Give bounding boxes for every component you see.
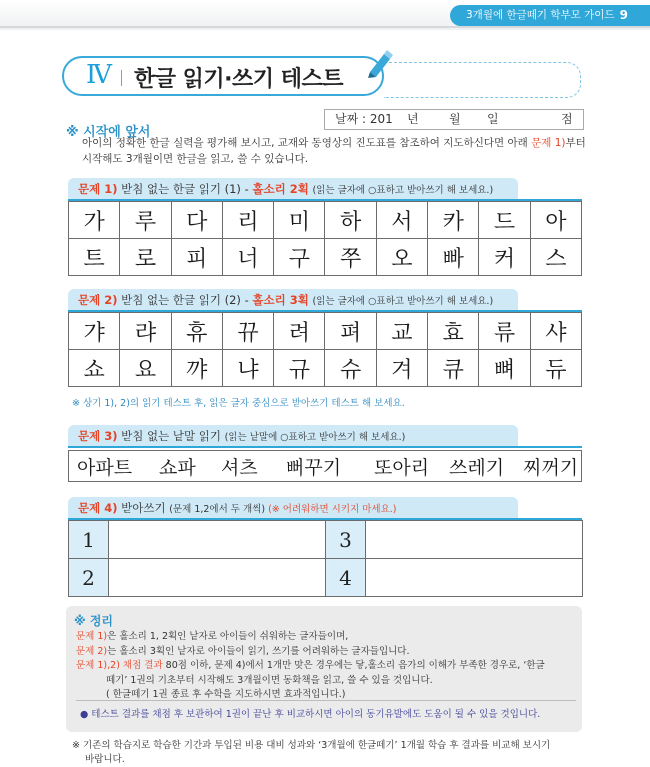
- page-title: 한글 읽기·쓰기 테스트: [134, 67, 343, 92]
- word-item[interactable]: 아파트: [77, 457, 133, 479]
- q2-highlight: 홀소리 3획: [252, 293, 309, 307]
- syllable-cell[interactable]: 빠: [428, 239, 479, 276]
- syllable-cell[interactable]: 가: [69, 202, 120, 239]
- month-label: 월: [449, 112, 461, 126]
- syllable-cell[interactable]: 펴: [325, 313, 376, 350]
- q4-title: 받아쓰기: [121, 501, 170, 515]
- prelude-heading: ※ 시작에 앞서: [66, 125, 151, 140]
- syllable-cell[interactable]: 쭈: [325, 239, 376, 276]
- summary-line-2: 문제 2)는 홀소리 3획인 낱자로 아이들이 읽기, 쓰기를 어려워하는 글자들입니다.: [76, 645, 410, 657]
- word-item[interactable]: 뻐꾸기: [286, 457, 342, 479]
- syllable-cell[interactable]: 슈: [325, 350, 376, 387]
- q4-label: 문제 4): [78, 501, 118, 515]
- summary-divider: [76, 700, 576, 701]
- syllable-cell[interactable]: 커: [479, 239, 530, 276]
- syllable-cell[interactable]: 다: [171, 202, 222, 239]
- syllable-cell[interactable]: 루: [120, 202, 171, 239]
- guide-title: 3개월에 한글떼기 학부모 가이드: [466, 9, 615, 21]
- q1-title: 받침 없는 한글 읽기 (1) -: [121, 182, 253, 196]
- footer-note: [72, 739, 592, 767]
- top-rule: [0, 26, 650, 28]
- q1-label: 문제 1): [78, 182, 118, 196]
- syllable-cell[interactable]: 큐: [428, 350, 479, 387]
- summary-line-3: 문제 1),2) 채점 결과 80점 이하, 문제 4)에서 1개만 맞은 경우에는 닿,홀소리 음가의 이해가 부족한 경우로, ‘한글: [76, 660, 545, 671]
- syllable-cell[interactable]: 규: [274, 350, 325, 387]
- summary-line-4: 떼기’ 1권의 기초부터 시작해도 3개월이면 동화책을 읽고, 쓸 수 있을 것입니다.: [106, 674, 433, 686]
- q1-row-1: [69, 202, 582, 239]
- answer-number: 4: [326, 559, 366, 597]
- q2-tab: [68, 289, 518, 311]
- answer-number: 3: [326, 521, 366, 559]
- syllable-cell[interactable]: 미: [274, 202, 325, 239]
- syllable-cell[interactable]: 효: [428, 313, 479, 350]
- q4-warning: (※ 어려워하면 시키지 마세요.): [268, 504, 397, 515]
- q3-rule: [68, 446, 582, 448]
- footer-line-2: 바랍니다.: [85, 754, 125, 765]
- word-item[interactable]: 또아리: [374, 457, 430, 479]
- syllable-cell[interactable]: 휴: [171, 313, 222, 350]
- word-item[interactable]: 셔츠: [221, 457, 258, 479]
- pencil-icon: [364, 48, 394, 78]
- syllable-cell[interactable]: 트: [69, 239, 120, 276]
- footer-line-1: ※ 기존의 학습지로 학습한 기간과 투입된 비용 대비 성과와 ‘3개월에 한글떼기’ 1개월 학습 후 결과를 비교해 보시기: [72, 740, 551, 751]
- syllable-cell[interactable]: 쇼: [69, 350, 120, 387]
- q1-table: [68, 201, 582, 276]
- summary-line-5: ( 한글떼기 1권 종료 후 수학을 지도하시면 효과적입니다.): [106, 689, 346, 700]
- syllable-cell[interactable]: 리: [222, 202, 273, 239]
- q1-tab: [68, 178, 518, 200]
- syllable-cell[interactable]: 꺄: [171, 350, 222, 387]
- guide-banner: [450, 5, 650, 26]
- syllable-cell[interactable]: 드: [479, 202, 530, 239]
- q2-row-2: [69, 350, 582, 387]
- syllable-cell[interactable]: 뀨: [222, 313, 273, 350]
- syllable-cell[interactable]: 구: [274, 239, 325, 276]
- syllable-cell[interactable]: 로: [120, 239, 171, 276]
- word-item[interactable]: 찌꺼기: [523, 457, 579, 479]
- score-label: 점: [561, 112, 573, 126]
- summary-bullet: ● 테스트 결과를 채점 후 보관하여 1권이 끝난 후 비교하시면 아이의 동기유발에도 도움이 될 수 있을 것입니다.: [80, 709, 541, 720]
- q2-title: 받침 없는 한글 읽기 (2) -: [121, 293, 253, 307]
- syllable-cell[interactable]: 하: [325, 202, 376, 239]
- q1-note: (읽는 글자에 ○표하고 받아쓰기 해 보세요.): [312, 185, 494, 196]
- year-label: 년: [407, 112, 419, 126]
- syllable-cell[interactable]: 샤: [530, 313, 581, 350]
- summary-text: [76, 630, 576, 703]
- syllable-cell[interactable]: 너: [222, 239, 273, 276]
- q2-footnote: ※ 상기 1), 2)의 읽기 테스트 후, 읽은 글자 중심으로 받아쓰기 테스트 해 보세요.: [72, 398, 405, 409]
- syllable-cell[interactable]: 겨: [376, 350, 427, 387]
- q4-tab: [68, 497, 518, 519]
- q3-word-box: [68, 450, 582, 482]
- answer-number: 2: [69, 559, 109, 597]
- q2-label: 문제 2): [78, 293, 118, 307]
- day-label: 일: [487, 112, 499, 126]
- date-score-box[interactable]: [324, 109, 584, 130]
- answer-field[interactable]: [366, 521, 583, 559]
- page-number: 9: [619, 8, 628, 22]
- answer-field[interactable]: [366, 559, 583, 597]
- answer-number: 1: [69, 521, 109, 559]
- answer-field[interactable]: [109, 521, 326, 559]
- syllable-cell[interactable]: 카: [428, 202, 479, 239]
- syllable-cell[interactable]: 듀: [530, 350, 581, 387]
- q1-row-2: [69, 239, 582, 276]
- syllable-cell[interactable]: 스: [530, 239, 581, 276]
- q3-note: (읽는 낱말에 ○표하고 받아쓰기 해 보세요.): [224, 432, 406, 443]
- q2-note: (읽는 글자에 ○표하고 받아쓰기 해 보세요.): [312, 296, 494, 307]
- q1-highlight: 홀소리 2획: [252, 182, 309, 196]
- prelude-text: 아이의 정확한 한글 실력을 평가해 보시고, 교재와 동영상의 진도표를 참조하여 지도하신다면 아래 문제 1)부터 시작해도 3개월이면 한글을 읽고, 쓸 수 있습니다.: [82, 137, 586, 165]
- chapter-number: Ⅳ: [86, 60, 112, 90]
- word-item[interactable]: 쓰레기: [449, 457, 505, 479]
- title-divider: [121, 70, 122, 86]
- q2-row-1: [69, 313, 582, 350]
- syllable-cell[interactable]: 냐: [222, 350, 273, 387]
- word-item[interactable]: 쇼파: [159, 457, 196, 479]
- syllable-cell[interactable]: 류: [479, 313, 530, 350]
- syllable-cell[interactable]: 요: [120, 350, 171, 387]
- q3-title: 받침 없는 낱말 읽기: [121, 429, 225, 443]
- summary-line-1: 문제 1)은 홀소리 1, 2획인 낱자로 아이들이 쉬워하는 글자들이며,: [76, 631, 349, 642]
- syllable-cell[interactable]: 뼈: [479, 350, 530, 387]
- syllable-cell[interactable]: 갸: [69, 313, 120, 350]
- q4-row-1: [69, 521, 583, 559]
- syllable-cell[interactable]: 교: [376, 313, 427, 350]
- syllable-cell[interactable]: 랴: [120, 313, 171, 350]
- syllable-cell[interactable]: 서: [376, 202, 427, 239]
- answer-field[interactable]: [109, 559, 326, 597]
- q3-tab: [68, 425, 518, 447]
- q2-table: [68, 312, 582, 387]
- syllable-cell[interactable]: 려: [274, 313, 325, 350]
- q4-table: [68, 520, 583, 597]
- q3-label: 문제 3): [78, 429, 118, 443]
- title-dashed-frame: [384, 62, 581, 98]
- q4-row-2: [69, 559, 583, 597]
- syllable-cell[interactable]: 아: [530, 202, 581, 239]
- summary-heading: ※ 정리: [74, 614, 114, 628]
- date-label: 날짜 : 201: [335, 112, 393, 126]
- q4-note: (문제 1,2에서 두 개씩): [169, 504, 269, 515]
- syllable-cell[interactable]: 피: [171, 239, 222, 276]
- syllable-cell[interactable]: 오: [376, 239, 427, 276]
